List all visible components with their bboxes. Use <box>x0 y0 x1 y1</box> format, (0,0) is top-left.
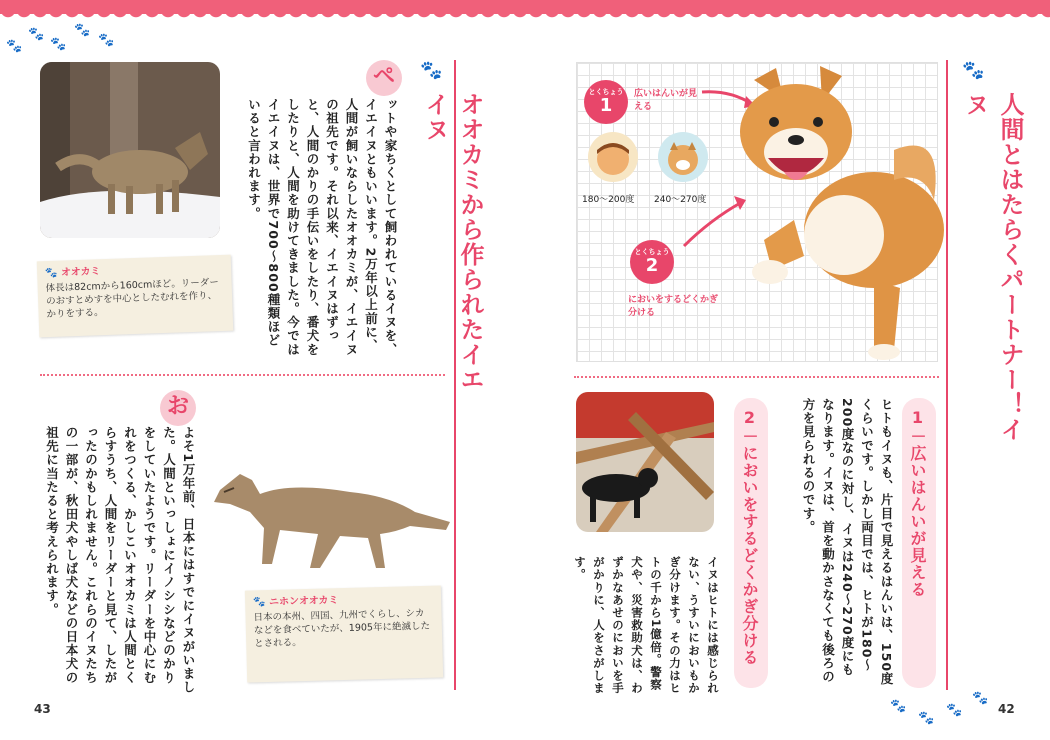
paw-print-icon: 🐾 <box>890 699 907 714</box>
rescue-dog-photo <box>576 392 714 532</box>
paw-print-icon: 🐾 <box>98 33 115 48</box>
caption-nihon-wolf <box>245 585 443 682</box>
left-divider <box>40 374 445 376</box>
wolf-photo <box>40 62 220 238</box>
right-divider <box>574 376 939 378</box>
left-heading: オオカミから作られたイエイヌ <box>421 92 484 392</box>
feature1-text: ヒトもイヌも、片目で見えるはんいは、150度くらいです。しかし両目では、ヒトが180～200度なのに対し、イヌは240～270度にもなります。イヌは、首を動かさなくても後ろの方を見られるのです。 <box>801 398 894 686</box>
shiba-dog-photo <box>724 60 954 360</box>
caption-wolf-title: オオカミ <box>60 266 101 279</box>
range-human: 180～200度 <box>582 195 635 205</box>
badge-label: とくちょう <box>634 248 670 256</box>
paw-print-icon: 🐾 <box>918 711 935 726</box>
paw-icon: 🐾 <box>420 60 443 81</box>
section1-text: ットや家ちくとして飼われているイヌを、イエイヌともいいます。2万年以上前に、人間が飼いならしたオオカミが、イエイヌの祖先です。それ以来、イエイヌはずっと、人間のかりの手伝いをしたり、番犬をしたりと、人間を助けてきました。今ではイエイヌは、世界で700～800種類ほどいると言われます。 <box>246 98 398 357</box>
right-heading: 人間とはたらくパートナー！イヌ <box>961 92 1024 442</box>
nihon-wolf-illustration <box>200 452 460 572</box>
feature2-text: イヌはヒトには感じられない、うすいにおいもかぎ分けます。その力はヒトの千から1億倍。警察犬や、災害救助犬は、わずかなあせのにおいを手がかりに、人をさがします。 <box>573 556 720 695</box>
caption-wolf-text: 体長は82cmから160cmほど。リーダーのおすとめすを中心としたむれを作り、かりをする。 <box>45 277 219 321</box>
paw-print-icon: 🐾 <box>6 39 23 54</box>
paw-print-icon: 🐾 <box>972 691 989 706</box>
left-heading-rule <box>454 60 456 690</box>
caption-nihon-text: 日本の本州、四国、九州でくらし、シカなどを食べていたが、1905年に絶滅したとされる。 <box>253 607 431 650</box>
dog-view-icon <box>658 132 708 182</box>
caption-nihon-title: ニホンオオカミ <box>268 595 339 608</box>
initial-pe: ペ <box>366 60 402 96</box>
feature2-badge <box>630 240 674 284</box>
top-scallop-border <box>0 10 1050 20</box>
caption-wolf <box>37 255 234 338</box>
initial-o: お <box>160 390 196 426</box>
paw-print-icon: 🐾 <box>946 703 963 718</box>
right-heading-rule <box>946 60 948 690</box>
badge-number: 1 <box>599 95 613 116</box>
paw-print-icon: 🐾 <box>74 23 91 38</box>
section2-text: よそ1万年前、日本にはすでにイヌがいました。人間といっしょにイノシシなどのかりをしていたようです。リーダーを中心にむれをつくる、かしこいオオカミは人間とくらすうち、人間をリーダーと見て、したがったのかもしれません。これらのイヌたちの一部が、秋田犬やしば犬などの日本犬の祖先に当たると考えられます。 <box>44 426 196 695</box>
paw-icon: 🐾 <box>44 267 58 280</box>
paw-icon: 🐾 <box>253 597 266 609</box>
page-number-right: 42 <box>998 702 1015 716</box>
range-dog: 240～270度 <box>654 195 707 205</box>
feature1-badge <box>584 80 628 124</box>
feature2-heading: 2－においをするどくかぎ分ける <box>740 408 759 666</box>
feature1-heading: 1－広いはんいが見える <box>908 408 927 598</box>
feature1-label: 広いはんいが見える <box>634 89 698 112</box>
badge-label: とくちょう <box>588 88 624 96</box>
page-number-left: 43 <box>34 702 51 716</box>
paw-print-icon: 🐾 <box>50 37 67 52</box>
human-view-icon <box>588 132 638 182</box>
paw-print-icon: 🐾 <box>28 27 45 42</box>
badge-number: 2 <box>645 255 659 276</box>
feature2-label: においをするどくかぎ分ける <box>628 295 719 318</box>
paw-icon: 🐾 <box>962 60 985 81</box>
